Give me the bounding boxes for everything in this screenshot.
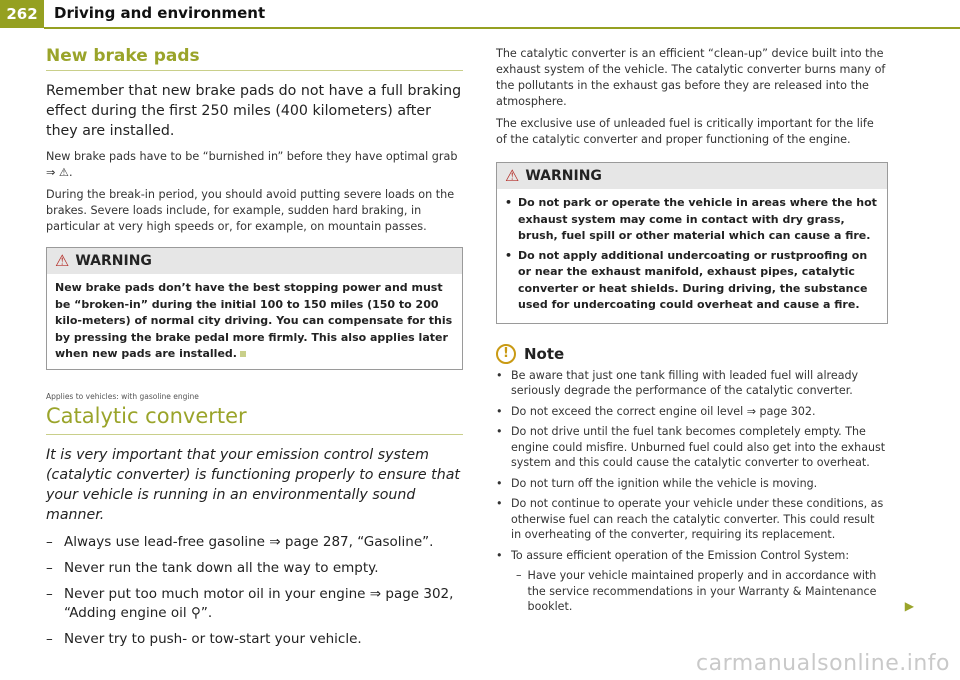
catalytic-warning-title: WARNING xyxy=(525,168,602,184)
note-subitem: – Have your vehicle maintained properly and in accordance with the service recommendations in your Warranty & Maintenance booklet. xyxy=(516,569,877,613)
list-item: – Always use lead-free gasoline ⇒ page 287, “Gasoline”. xyxy=(46,533,434,550)
applies-to-note: Applies to vehicles: with gasoline engine xyxy=(46,391,199,401)
list-item: – Never run the tank down all the way to empty. xyxy=(46,559,379,576)
brake-warning-body xyxy=(47,274,462,369)
brake-warning-header xyxy=(47,248,462,274)
list-item: • Do not turn off the ignition while the vehicle is moving. xyxy=(496,476,818,490)
catalytic-para-2: The exclusive use of unleaded fuel is critically important for the life of the catalytic converter and proper functioning of the engine. xyxy=(496,117,874,146)
list-item: • Do not continue to operate your vehicle under these conditions, as otherwise fuel can reach the catalytic converter. This could result in overheating of the converter, requiring its replacement. xyxy=(496,497,884,541)
list-item: – Never put too much motor oil in your engine ⇒ page 302, “Adding engine oil ⚲”. xyxy=(46,585,454,621)
list-item: – Never try to push- or tow-start your vehicle. xyxy=(46,630,362,647)
catalytic-warning-header xyxy=(497,163,887,189)
end-of-section-icon xyxy=(240,351,246,357)
catalytic-converter-intro: It is very important that your emission control system (catalytic converter) is functioning properly to ensure that your vehicle is running in an environmentally sound manner. xyxy=(46,446,460,523)
header-rule xyxy=(44,27,960,29)
catalytic-dash-list xyxy=(46,533,463,649)
page-number: 262 xyxy=(0,0,44,28)
catalytic-warning-body xyxy=(497,189,887,323)
continue-arrow-icon: ▶ xyxy=(904,598,914,613)
catalytic-warning-box xyxy=(496,162,888,324)
list-item: • Be aware that just one tank filling with leaded fuel will already seriously degrade the performance of the catalytic converter. xyxy=(496,368,859,397)
brake-pads-heading: New brake pads xyxy=(46,46,463,71)
left-column xyxy=(46,46,463,656)
right-column xyxy=(496,46,914,615)
note-title: Note xyxy=(524,344,565,363)
chapter-title: Driving and environment xyxy=(54,4,266,22)
brake-warning-text: New brake pads don’t have the best stopping power and must be “broken-in” during the initial 100 to 150 miles (150 to 200 kilo-meters) of normal city driving. You can compensate for this by pressing the brake pedal more firmly. This also applies later when new pads are installed. xyxy=(55,281,453,360)
list-item: • Do not apply additional undercoating or rustproofing on or near the exhaust manifold, exhaust pipes, catalytic converter or heat shields. During driving, the substance used for undercoating could overheat and cause a fire. xyxy=(505,248,868,311)
list-item: • Do not exceed the correct engine oil level ⇒ page 302. xyxy=(496,404,816,418)
brake-pads-para-1: New brake pads have to be “burnished in” before they have optimal grab ⇒ ⚠. xyxy=(46,150,458,179)
brake-pads-lead: Remember that new brake pads do not have a full braking effect during the first 250 miles (400 kilometers) after they are installed. xyxy=(46,83,462,139)
brake-pads-para-2: During the break-in period, you should avoid putting severe loads on the brakes. Severe loads include, for example, sudden hard braking, in particular at very high speeds or, for example, on mountain passes. xyxy=(46,188,455,233)
warning-triangle-icon: ⚠ xyxy=(505,166,520,185)
note-header xyxy=(496,344,888,364)
brake-warning-box xyxy=(46,247,463,370)
catalytic-para-1: The catalytic converter is an efficient “clean-up” device built into the exhaust system of the vehicle. The catalytic converter burns many of the pollutants in the exhaust gas before they are released into the atmosphere. xyxy=(496,47,886,108)
brake-warning-title: WARNING xyxy=(75,253,152,269)
list-item: • Do not drive until the fuel tank becomes completely empty. The engine could misfire. Unburned fuel could also get into the exhaust system and this could cause the catalytic converter to overheat. xyxy=(496,425,886,469)
catalytic-converter-heading: Catalytic converter xyxy=(46,404,463,435)
list-item: • To assure efficient operation of the Emission Control System: xyxy=(496,548,850,562)
watermark: carmanualsonline.info xyxy=(696,651,950,676)
warning-triangle-icon: ⚠ xyxy=(55,251,70,270)
list-item: • Do not park or operate the vehicle in areas where the hot exhaust system may come in contact with dry grass, brush, fuel spill or other material which can cause a fire. xyxy=(505,196,877,242)
exclamation-circle-icon: ! xyxy=(496,344,516,364)
note-list xyxy=(496,368,914,615)
